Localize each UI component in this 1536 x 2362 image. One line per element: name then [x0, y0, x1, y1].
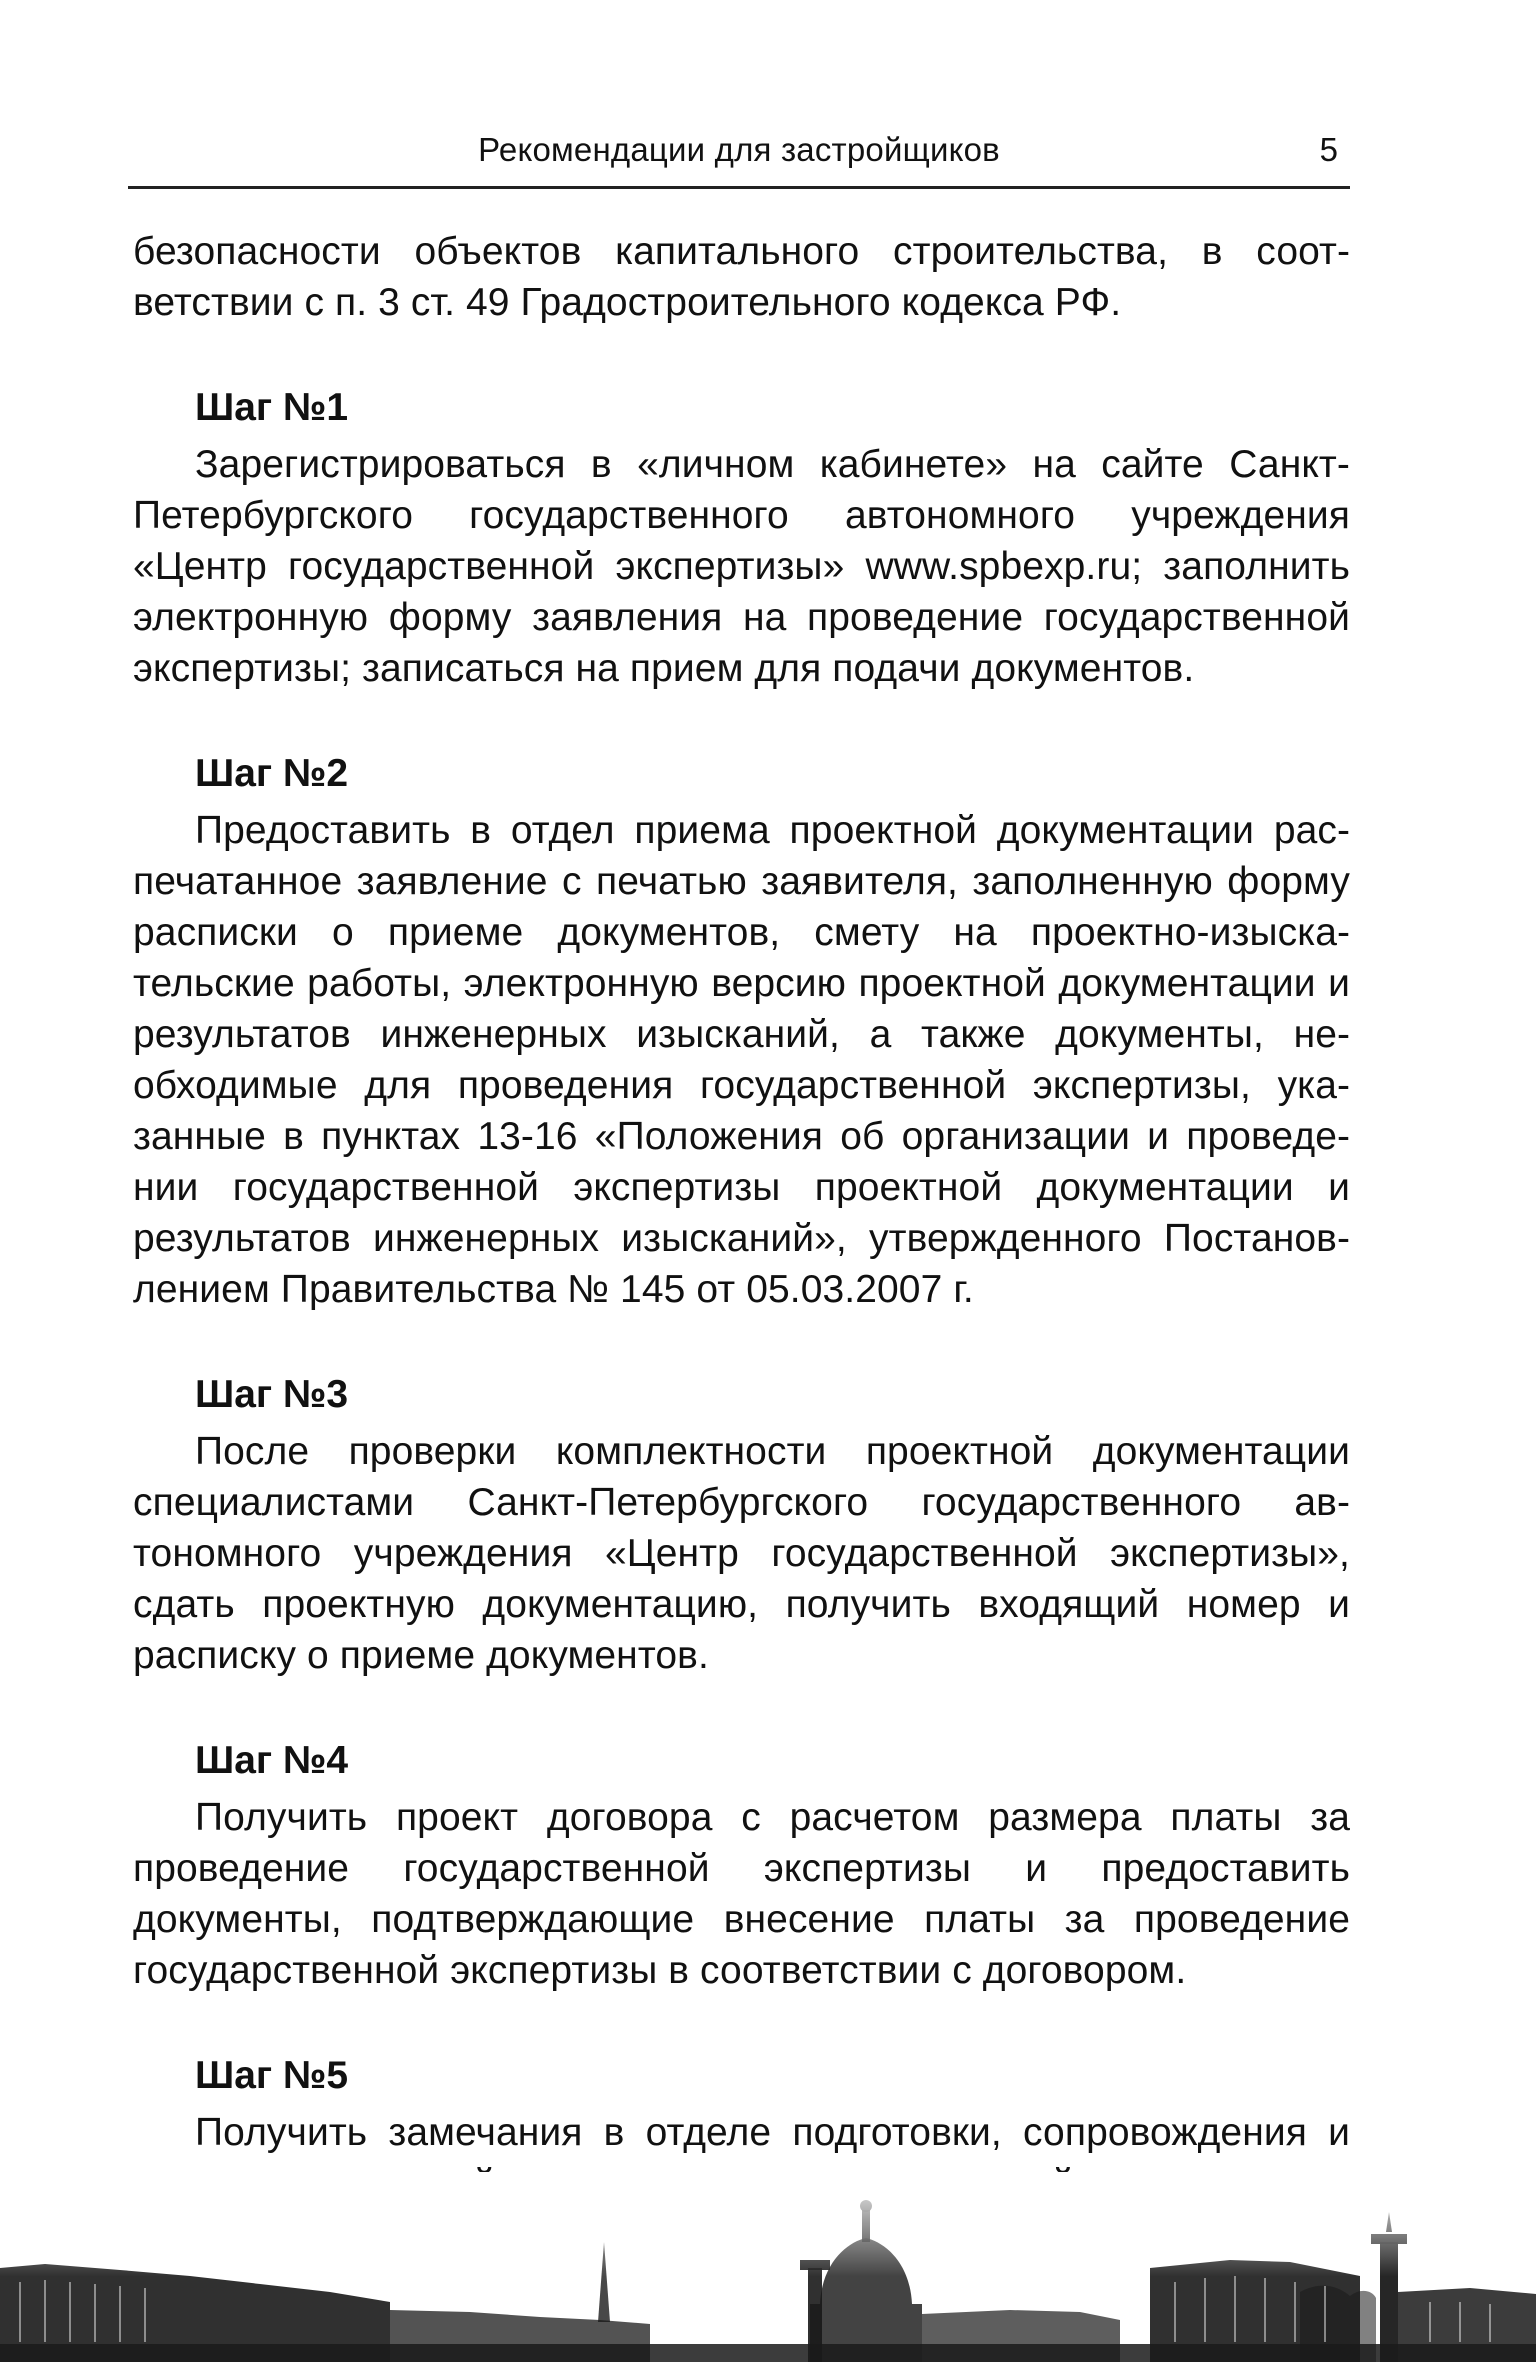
main-content: [133, 226, 1350, 2209]
step-1: [133, 382, 1350, 694]
step-title: Шаг №5: [195, 2054, 349, 2097]
step-text: После проверки комплектности проектной документации специалистами Санкт-Петербургского государственного автономного учреждения «Центр государственной экспертизы», сдать проектную документацию, получить входящий номер и расписку о приеме документов.: [133, 1430, 1350, 1677]
step-text: Предоставить в отдел приема проектной документации распечатанное заявление с печатью заявителя, заполненную форму расписки о приеме документов, смету на проектно-изыскательские работы, электронную версию проектной документации и результатов инженерных изысканий, а также документы, необходимые для проведения государственной экспертизы, указанные в пунктах 13-16 «Положения об организации и проведении государственной экспертизы проектной документации и результатов инженерных изысканий», утвержденного Постановлением Правительства № 145 от 05.03.2007 г.: [133, 809, 1350, 1311]
running-title: Рекомендации для застройщиков: [478, 131, 1000, 168]
step-title: Шаг №2: [195, 752, 349, 795]
step-title: Шаг №3: [195, 1373, 349, 1416]
intro-paragraph: безопасности объектов капитального строительства, в соответствии с п. 3 ст. 49 Градостроительного кодекса РФ.: [133, 230, 1350, 324]
skyline-fade: [0, 2172, 1536, 2362]
page-number: 5: [1319, 131, 1338, 168]
step-text: Зарегистрироваться в «личном кабинете» на сайте Санкт-Петербургского государственного автономного учреждения «Центр государственной экспертизы» www.spbexp.ru; заполнить электронную форму заявления на проведение государственной экспертизы; записаться на прием для подачи документов.: [133, 443, 1350, 690]
step-text: Получить проект договора с расчетом размера платы за проведение государственной экспертизы и предоставить документы, подтверждающие внесение платы за проведение государственной экспертизы в соответствии с договором.: [133, 1796, 1350, 1992]
city-skyline-illustration: [0, 2172, 1536, 2362]
step-title: Шаг №1: [195, 386, 349, 429]
step-4: [133, 1735, 1350, 1996]
step-2: [133, 748, 1350, 1315]
running-header: [128, 128, 1350, 189]
step-3: [133, 1369, 1350, 1681]
step-title: Шаг №4: [195, 1739, 349, 1782]
step-text: Получить замечания в отделе подготовки, сопровождения и: [195, 2111, 1350, 2154]
